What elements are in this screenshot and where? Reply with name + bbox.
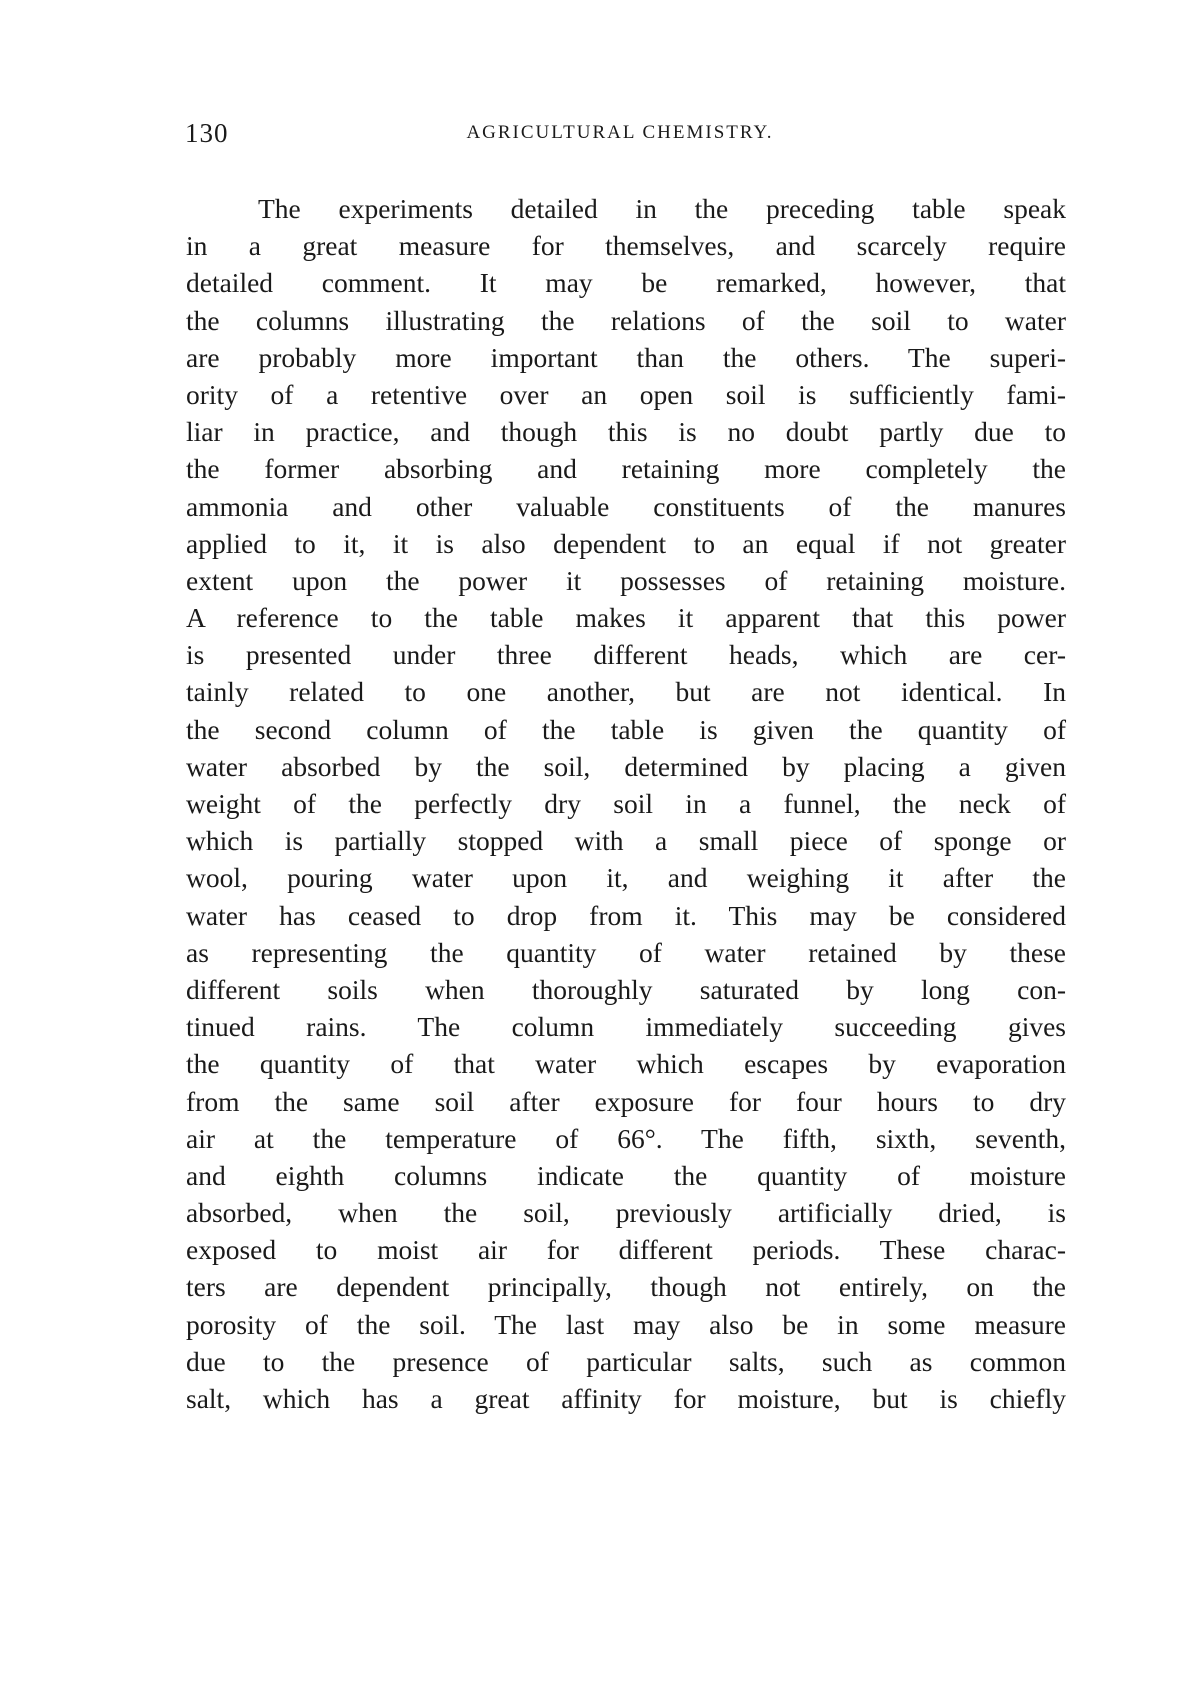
text-line: and eighth columns indicate the quantity of moisture bbox=[186, 1159, 1066, 1191]
text-line: tinued rains. The column immediately succeeding gives bbox=[186, 1011, 1066, 1043]
text-line: tainly related to one another, but are not identical. In bbox=[186, 676, 1066, 708]
text-line: in a great measure for themselves, and scarcely require bbox=[186, 230, 1066, 262]
text-line: exposed to moist air for different periods. These charac- bbox=[186, 1234, 1066, 1266]
text-line: water has ceased to drop from it. This may be considered bbox=[186, 899, 1066, 931]
text-line: from the same soil after exposure for four hours to dry bbox=[186, 1085, 1066, 1117]
text-line: absorbed, when the soil, previously artificially dried, is bbox=[186, 1197, 1066, 1229]
text-line: the quantity of that water which escapes by evaporation bbox=[186, 1048, 1066, 1080]
text-line: weight of the perfectly dry soil in a funnel, the neck of bbox=[186, 788, 1066, 819]
text-line: ters are dependent principally, though not entirely, on the bbox=[186, 1271, 1066, 1303]
text-line: air at the temperature of 66°. The fifth, sixth, seventh, bbox=[186, 1122, 1066, 1154]
text-line: The experiments detailed in the preceding table speak bbox=[258, 193, 1066, 224]
text-line: as representing the quantity of water retained by these bbox=[186, 936, 1066, 968]
text-line: the former absorbing and retaining more completely the bbox=[186, 453, 1066, 485]
text-line: due to the presence of particular salts, such as common bbox=[186, 1345, 1066, 1377]
body-paragraph bbox=[186, 190, 1066, 1417]
running-title: AGRICULTURAL CHEMISTRY. bbox=[466, 122, 774, 143]
text-line: extent upon the power it possesses of retaining moisture. bbox=[186, 564, 1066, 596]
text-line: wool, pouring water upon it, and weighing it after the bbox=[186, 862, 1066, 894]
text-line: is presented under three different heads, which are cer- bbox=[186, 639, 1066, 671]
page-number: 130 bbox=[185, 118, 229, 148]
text-line: different soils when thoroughly saturated by long con- bbox=[186, 973, 1066, 1005]
text-line: the second column of the table is given the quantity of bbox=[186, 713, 1066, 745]
text-line: liar in practice, and though this is no doubt partly due to bbox=[186, 416, 1066, 448]
text-line: A reference to the table makes it apparent that this power bbox=[186, 602, 1066, 634]
text-line: porosity of the soil. The last may also be in some measure bbox=[186, 1308, 1066, 1340]
text-line: ammonia and other valuable constituents of the manures bbox=[186, 490, 1066, 522]
text-line: salt, which has a great affinity for moisture, but is chiefly bbox=[186, 1383, 1066, 1414]
text-line: detailed comment. It may be remarked, however, that bbox=[186, 267, 1066, 299]
text-line: applied to it, it is also dependent to an equal if not greater bbox=[186, 527, 1066, 559]
text-line: are probably more important than the others. The superi- bbox=[186, 341, 1066, 373]
text-line: ority of a retentive over an open soil is sufficiently fami- bbox=[186, 378, 1066, 410]
text-line: the columns illustrating the relations of the soil to water bbox=[186, 304, 1066, 336]
text-line: water absorbed by the soil, determined by placing a given bbox=[186, 750, 1066, 782]
text-line: which is partially stopped with a small piece of sponge or bbox=[186, 825, 1066, 857]
